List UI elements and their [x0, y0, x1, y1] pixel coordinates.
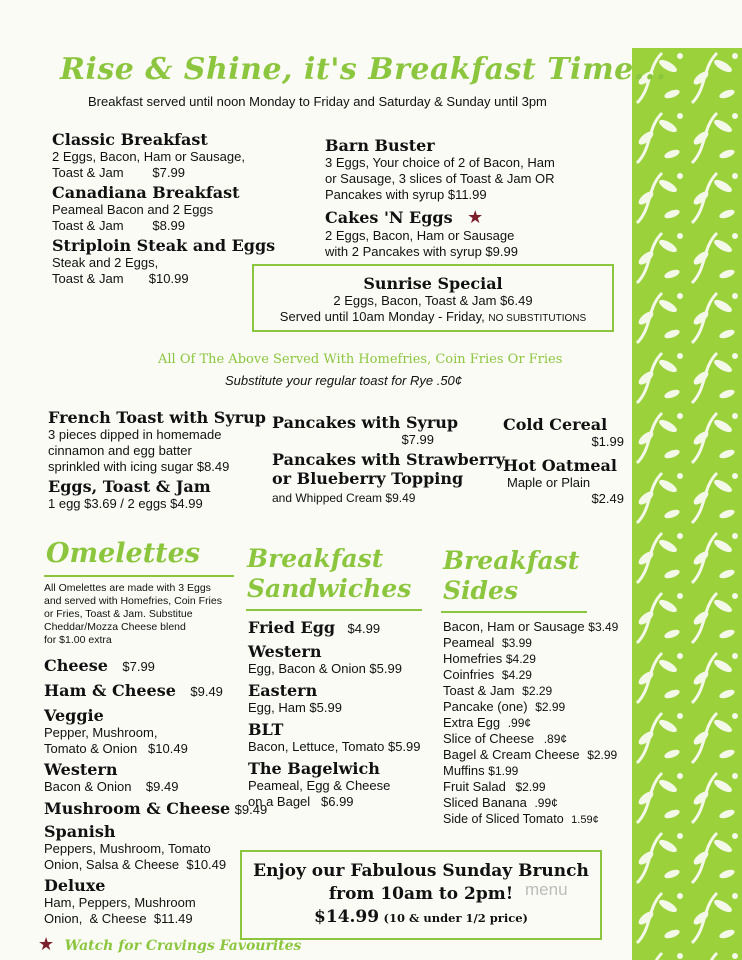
- omelettes-underline: [44, 575, 234, 577]
- side-item-name: Sliced Banana: [443, 795, 527, 810]
- barn-buster-line-3: Pancakes with syrup $11.99: [325, 187, 487, 202]
- star-icon: ★: [467, 207, 484, 227]
- omelette-ham-cheese-price: $9.49: [190, 684, 223, 699]
- sides-title-2: Sides: [443, 576, 519, 605]
- omelette-deluxe-line-1: Ham, Peppers, Mushroom: [44, 895, 196, 910]
- served-with-note: All Of The Above Served With Homefries, Coin Fries Or Fries: [158, 352, 563, 367]
- omelette-spanish-line-1: Peppers, Mushroom, Tomato: [44, 841, 211, 856]
- sandwiches-title-2: Sandwiches: [247, 574, 412, 603]
- classic-breakfast-name: Classic Breakfast: [52, 130, 208, 149]
- eggs-toast-price: 1 egg $3.69 / 2 eggs $4.99: [48, 496, 203, 511]
- side-item-name: Peameal: [443, 635, 495, 650]
- no-substitutions-note: NO SUBSTITUTIONS: [488, 313, 587, 324]
- side-item-price: $2.99: [587, 748, 618, 762]
- omelette-mushroom-price: $9.49: [234, 802, 268, 817]
- brunch-price: $14.99: [314, 907, 380, 927]
- omelette-veggie-line-1: Pepper, Mushroom,: [44, 725, 158, 740]
- vine-border-decoration: [632, 48, 742, 960]
- side-item-name: Extra Egg: [443, 715, 501, 730]
- sandwiches-section: [248, 618, 421, 810]
- sides-underline: [441, 611, 587, 613]
- brunch-line-2: from 10am to 2pm!: [328, 884, 514, 904]
- omelette-deluxe-line-2: Onion, & Cheese $11.49: [44, 911, 193, 926]
- side-item-price: $2.29: [522, 684, 553, 698]
- page-title: Rise & Shine, it's Breakfast Time...: [60, 52, 667, 87]
- barn-buster-name: Barn Buster: [325, 136, 435, 155]
- french-toast-section: [48, 408, 266, 512]
- top-left-items: [52, 130, 275, 287]
- side-item-price: $4.29: [501, 668, 532, 682]
- sandwich-blt-line: Bacon, Lettuce, Tomato $5.99: [248, 739, 421, 754]
- star-icon: ★: [38, 934, 55, 954]
- eggs-toast-name: Eggs, Toast & Jam: [48, 477, 211, 496]
- sunrise-special-line-1: 2 Eggs, Bacon, Toast & Jam $6.49: [333, 293, 533, 308]
- barn-buster-item: [325, 136, 555, 260]
- canadiana-breakfast-name: Canadiana Breakfast: [52, 183, 240, 202]
- french-toast-line-3: sprinkled with icing sugar $8.49: [48, 459, 230, 474]
- brunch-line-1: Enjoy our Fabulous Sunday Brunch: [253, 861, 589, 881]
- sandwich-western-name: Western: [248, 642, 322, 661]
- sandwich-fried-egg-name: Fried Egg: [248, 618, 336, 637]
- page-subtitle: Breakfast served until noon Monday to Friday and Saturday & Sunday until 3pm: [88, 94, 547, 109]
- omelette-cheese-price: $7.99: [122, 659, 155, 674]
- cereal-section: [503, 415, 625, 507]
- french-toast-name: French Toast with Syrup: [48, 408, 266, 427]
- omelette-western-name: Western: [44, 760, 118, 779]
- watermark: menu: [525, 880, 568, 899]
- side-item-price: $1.99: [488, 764, 519, 778]
- barn-buster-line-2: or Sausage, 3 slices of Toast & Jam OR: [325, 171, 555, 186]
- vine-pattern-icon: [632, 48, 742, 960]
- side-item-name: Pancake (one): [443, 699, 528, 714]
- hot-oatmeal-price: $2.49: [591, 491, 624, 506]
- side-item-name: Muffins: [443, 763, 485, 778]
- striploin-desc: Steak and 2 Eggs,: [52, 255, 159, 270]
- omelettes-intro-3: or Fries, Toast & Jam. Substitue: [44, 608, 193, 620]
- side-item-name: Bagel & Cream Cheese: [443, 747, 580, 762]
- classic-breakfast-desc: 2 Eggs, Bacon, Ham or Sausage,: [52, 149, 245, 164]
- side-item-name: Toast & Jam: [443, 683, 515, 698]
- omelette-ham-cheese-name: Ham & Cheese: [44, 681, 176, 700]
- hot-oatmeal-name: Hot Oatmeal: [503, 456, 617, 475]
- striploin-price: Toast & Jam $10.99: [52, 271, 189, 286]
- sunrise-special-name: Sunrise Special: [363, 274, 503, 293]
- side-item-price: $4.29: [505, 652, 536, 666]
- sides-title: [443, 546, 579, 606]
- side-item-name: Bacon, Ham or Sausage: [443, 619, 585, 634]
- sides-section: [443, 619, 618, 828]
- omelettes-title: Omelettes: [46, 538, 201, 569]
- pancakes-section: [272, 413, 506, 506]
- striploin-name: Striploin Steak and Eggs: [52, 236, 276, 255]
- omelette-veggie-name: Veggie: [44, 706, 104, 725]
- sandwich-bagelwich-line-1: Peameal, Egg & Cheese: [248, 778, 391, 793]
- pancakes-syrup-name: Pancakes with Syrup: [272, 413, 459, 432]
- classic-breakfast-price: Toast & Jam $7.99: [52, 165, 185, 180]
- side-item-price: .99¢: [507, 716, 532, 730]
- sandwich-eastern-line: Egg, Ham $5.99: [248, 700, 342, 715]
- canadiana-breakfast-price: Toast & Jam $8.99: [52, 218, 185, 233]
- sandwiches-underline: [246, 609, 422, 611]
- sandwich-western-line: Egg, Bacon & Onion $5.99: [248, 661, 402, 676]
- side-item-price: .89¢: [543, 732, 568, 746]
- side-item-price: .99¢: [534, 796, 558, 810]
- pancakes-topping-name-1: Pancakes with Strawberry: [272, 450, 506, 469]
- pancakes-syrup-price: $7.99: [401, 432, 434, 447]
- french-toast-line-2: cinnamon and egg batter: [48, 443, 192, 458]
- sandwiches-title: [247, 544, 411, 604]
- cakes-n-eggs-line-1: 2 Eggs, Bacon, Ham or Sausage: [325, 228, 515, 243]
- sunrise-special-box: [252, 264, 614, 332]
- sandwiches-title-1: Breakfast: [247, 544, 384, 573]
- omelette-spanish-line-2: Onion, Salsa & Cheese $10.49: [44, 857, 227, 872]
- sandwich-bagelwich-line-2: on a Bagel $6.99: [248, 794, 354, 809]
- side-item-name: Fruit Salad: [443, 779, 506, 794]
- side-item-name: Slice of Cheese: [443, 731, 535, 746]
- omelette-spanish-name: Spanish: [44, 822, 116, 841]
- pancakes-topping-price: and Whipped Cream $9.49: [272, 491, 416, 505]
- side-item-price: $3.49: [588, 620, 619, 634]
- cakes-n-eggs-line-2: with 2 Pancakes with syrup $9.99: [325, 244, 518, 259]
- sandwich-bagelwich-name: The Bagelwich: [248, 759, 380, 778]
- side-item-price: 1.59¢: [571, 814, 599, 826]
- side-item-name: Homefries: [443, 651, 503, 666]
- sandwich-fried-egg-price: $4.99: [347, 621, 381, 636]
- favourites-text: Watch for Cravings Favourites: [64, 938, 302, 954]
- omelette-deluxe-name: Deluxe: [44, 876, 106, 895]
- omelette-veggie-line-2: Tomato & Onion $10.49: [44, 741, 188, 756]
- cold-cereal-name: Cold Cereal: [503, 415, 608, 434]
- sides-title-1: Breakfast: [443, 546, 580, 575]
- sandwich-eastern-name: Eastern: [248, 681, 318, 700]
- omelettes-section: [44, 582, 267, 927]
- omelette-mushroom-name: Mushroom & Cheese: [44, 799, 231, 818]
- side-item-name: Coinfries: [443, 667, 495, 682]
- hot-oatmeal-desc: Maple or Plain: [507, 475, 591, 490]
- french-toast-line-1: 3 pieces dipped in homemade: [48, 427, 222, 442]
- omelette-western-line: Bacon & Onion $9.49: [44, 779, 179, 794]
- sunrise-special-line-2: Served until 10am Monday - Friday,: [279, 309, 485, 324]
- side-item-price: $2.99: [515, 780, 546, 794]
- pancakes-topping-name-2: or Blueberry Topping: [272, 469, 464, 488]
- side-item-price: $2.99: [535, 700, 566, 714]
- canadiana-breakfast-desc: Peameal Bacon and 2 Eggs: [52, 202, 214, 217]
- cakes-n-eggs-name: Cakes 'N Eggs: [325, 208, 453, 227]
- brunch-kids-note: (10 & under 1/2 price): [383, 911, 528, 925]
- side-item-price: $3.99: [501, 636, 532, 650]
- omelette-cheese-name: Cheese: [44, 656, 108, 675]
- sandwich-blt-name: BLT: [248, 720, 284, 739]
- omelettes-intro-5: for $1.00 extra: [44, 634, 112, 646]
- rye-substitute-note: Substitute your regular toast for Rye .50¢: [225, 373, 463, 388]
- cold-cereal-price: $1.99: [591, 434, 624, 449]
- side-item-name: Side of Sliced Tomato: [443, 812, 564, 826]
- omelettes-intro-4: Cheddar/Mozza Cheese blend: [44, 621, 186, 633]
- barn-buster-line-1: 3 Eggs, Your choice of 2 of Bacon, Ham: [325, 155, 555, 170]
- omelettes-intro-2: and served with Homefries, Coin Fries: [44, 595, 222, 607]
- omelettes-intro-1: All Omelettes are made with 3 Eggs: [44, 582, 211, 594]
